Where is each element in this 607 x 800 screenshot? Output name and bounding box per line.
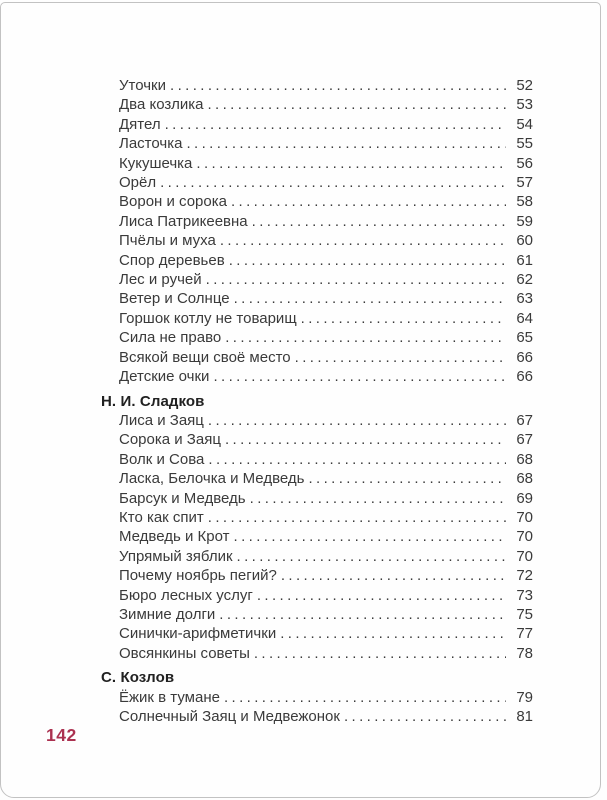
toc-entry-title: Орёл [119, 174, 157, 192]
dot-leader [213, 367, 506, 386]
dot-leader [281, 566, 506, 585]
dot-leader [344, 707, 506, 726]
section-heading: Н. И. Сладков [101, 392, 205, 410]
toc-entry-title: Зимние долги [119, 605, 216, 623]
dot-leader [206, 270, 506, 289]
section-heading: С. Козлов [101, 669, 175, 687]
dot-leader [186, 134, 506, 153]
toc-entry-title: Два козлика [119, 96, 204, 114]
toc-entry-title: Солнечный Заяц и Медвежонок [119, 708, 340, 725]
toc-entry-page: 81 [516, 708, 533, 725]
toc-entry-page: 60 [516, 232, 533, 250]
toc-entry [101, 624, 533, 643]
toc-entry [101, 707, 533, 726]
toc-entry-title: Овсянкины советы [119, 644, 250, 662]
dot-leader [295, 348, 506, 367]
toc-entry-page: 68 [516, 450, 533, 468]
dot-leader [257, 586, 506, 605]
toc-entry [101, 547, 533, 566]
dot-leader [224, 688, 506, 707]
toc-entry [101, 644, 533, 663]
toc-entry [101, 251, 533, 270]
dot-leader [280, 624, 506, 643]
toc-entry-page: 56 [516, 154, 533, 172]
toc-entry-page: 66 [516, 348, 533, 366]
toc-entry-page: 77 [516, 625, 533, 643]
toc-entry [101, 289, 533, 308]
dot-leader [252, 212, 506, 231]
toc-entry-title: Кто как спит [119, 508, 204, 526]
dot-leader [165, 115, 506, 134]
dot-leader [231, 192, 506, 211]
dot-leader [170, 76, 506, 95]
toc-entry-title: Уточки [119, 77, 166, 94]
toc-entry-title: Ласточка [119, 135, 183, 153]
toc-entry-title: Бюро лесных услуг [119, 586, 253, 604]
toc-entry-title: Детские очки [119, 368, 210, 386]
toc-entry [101, 527, 533, 546]
toc-entry-page: 61 [516, 251, 533, 269]
toc-entry [101, 76, 533, 95]
dot-leader [250, 489, 506, 508]
toc-entry-page: 72 [516, 567, 533, 585]
toc [101, 76, 533, 726]
toc-entry-page: 79 [516, 688, 533, 706]
toc-entry [101, 231, 533, 250]
dot-leader [208, 508, 506, 527]
toc-entry-title: Пчёлы и муха [119, 232, 216, 250]
dot-leader [208, 450, 506, 469]
dot-leader [208, 411, 506, 430]
toc-entry-title: Синички-арифметички [119, 625, 277, 643]
toc-entry-page: 52 [516, 77, 533, 94]
toc-entry-page: 70 [516, 528, 533, 546]
toc-entry-page: 64 [516, 309, 533, 327]
toc-entry-page: 70 [516, 508, 533, 526]
toc-entry [101, 173, 533, 192]
toc-entry-page: 58 [516, 193, 533, 211]
toc-entry-page: 55 [516, 135, 533, 153]
toc-entry-title: Барсук и Медведь [119, 489, 246, 507]
toc-entry-page: 73 [516, 586, 533, 604]
toc-entry-title: Почему ноябрь пегий? [119, 567, 277, 585]
dot-leader [237, 547, 506, 566]
dot-leader [225, 430, 506, 449]
toc-entry [101, 469, 533, 488]
toc-entry-title: Дятел [119, 115, 161, 133]
toc-entry-page: 66 [516, 368, 533, 386]
toc-entry-title: Лес и ручей [119, 271, 202, 289]
toc-entry [101, 134, 533, 153]
toc-entry [101, 566, 533, 585]
dot-leader [225, 328, 506, 347]
toc-entry [101, 605, 533, 624]
toc-entry-title: Ветер и Солнце [119, 290, 230, 308]
toc-entry-page: 78 [516, 644, 533, 662]
dot-leader [160, 173, 506, 192]
toc-entry [101, 450, 533, 469]
toc-entry [101, 430, 533, 449]
toc-entry [101, 411, 533, 430]
toc-entry [101, 508, 533, 527]
toc-entry-page: 59 [516, 212, 533, 230]
toc-entry-title: Медведь и Крот [119, 528, 230, 546]
toc-entry-title: Лиса Патрикеевна [119, 212, 248, 230]
toc-entry-title: Волк и Сова [119, 450, 205, 468]
toc-entry [101, 489, 533, 508]
dot-leader [229, 251, 506, 270]
toc-entry-page: 54 [516, 115, 533, 133]
toc-entry-title: Горшок котлу не товарищ [119, 309, 297, 327]
dot-leader [301, 309, 506, 328]
toc-entry-page: 65 [516, 329, 533, 347]
toc-entry-page: 68 [516, 470, 533, 488]
toc-entry-title: Спор деревьев [119, 251, 225, 269]
toc-entry-title: Всякой вещи своё место [119, 348, 291, 366]
toc-entry-page: 69 [516, 489, 533, 507]
dot-leader [196, 154, 506, 173]
toc-entry-title: Кукушечка [119, 154, 193, 172]
toc-entry-title: Ласка, Белочка и Медведь [119, 470, 305, 488]
toc-entry [101, 270, 533, 289]
toc-entry [101, 348, 533, 367]
toc-entry [101, 367, 533, 386]
dot-leader [220, 231, 506, 250]
dot-leader [219, 605, 506, 624]
toc-entry-page: 57 [516, 174, 533, 192]
toc-entry-title: Сила не право [119, 329, 222, 347]
dot-leader [234, 289, 506, 308]
toc-entry-title: Ёжик в тумане [119, 688, 220, 706]
toc-entry [101, 586, 533, 605]
toc-entry-page: 75 [516, 605, 533, 623]
toc-entry-title: Сорока и Заяц [119, 431, 221, 449]
toc-entry-page: 67 [516, 411, 533, 429]
dot-leader [254, 644, 506, 663]
dot-leader [207, 95, 506, 114]
dot-leader [234, 527, 507, 546]
toc-entry [101, 212, 533, 231]
toc-entry [101, 688, 533, 707]
toc-entry-page: 67 [516, 431, 533, 449]
dot-leader [308, 469, 506, 488]
toc-entry-title: Лиса и Заяц [119, 411, 204, 429]
toc-entry-page: 63 [516, 290, 533, 308]
toc-entry [101, 95, 533, 114]
toc-entry [101, 192, 533, 211]
toc-entry-page: 70 [516, 547, 533, 565]
toc-entry [101, 154, 533, 173]
folio-page-number: 142 [46, 725, 77, 745]
toc-entry [101, 309, 533, 328]
toc-entry [101, 328, 533, 347]
toc-entry-page: 62 [516, 271, 533, 289]
toc-entry [101, 115, 533, 134]
toc-entry-page: 53 [516, 96, 533, 114]
toc-entry-title: Упрямый зяблик [119, 547, 233, 565]
toc-entry-title: Ворон и сорока [119, 193, 227, 211]
